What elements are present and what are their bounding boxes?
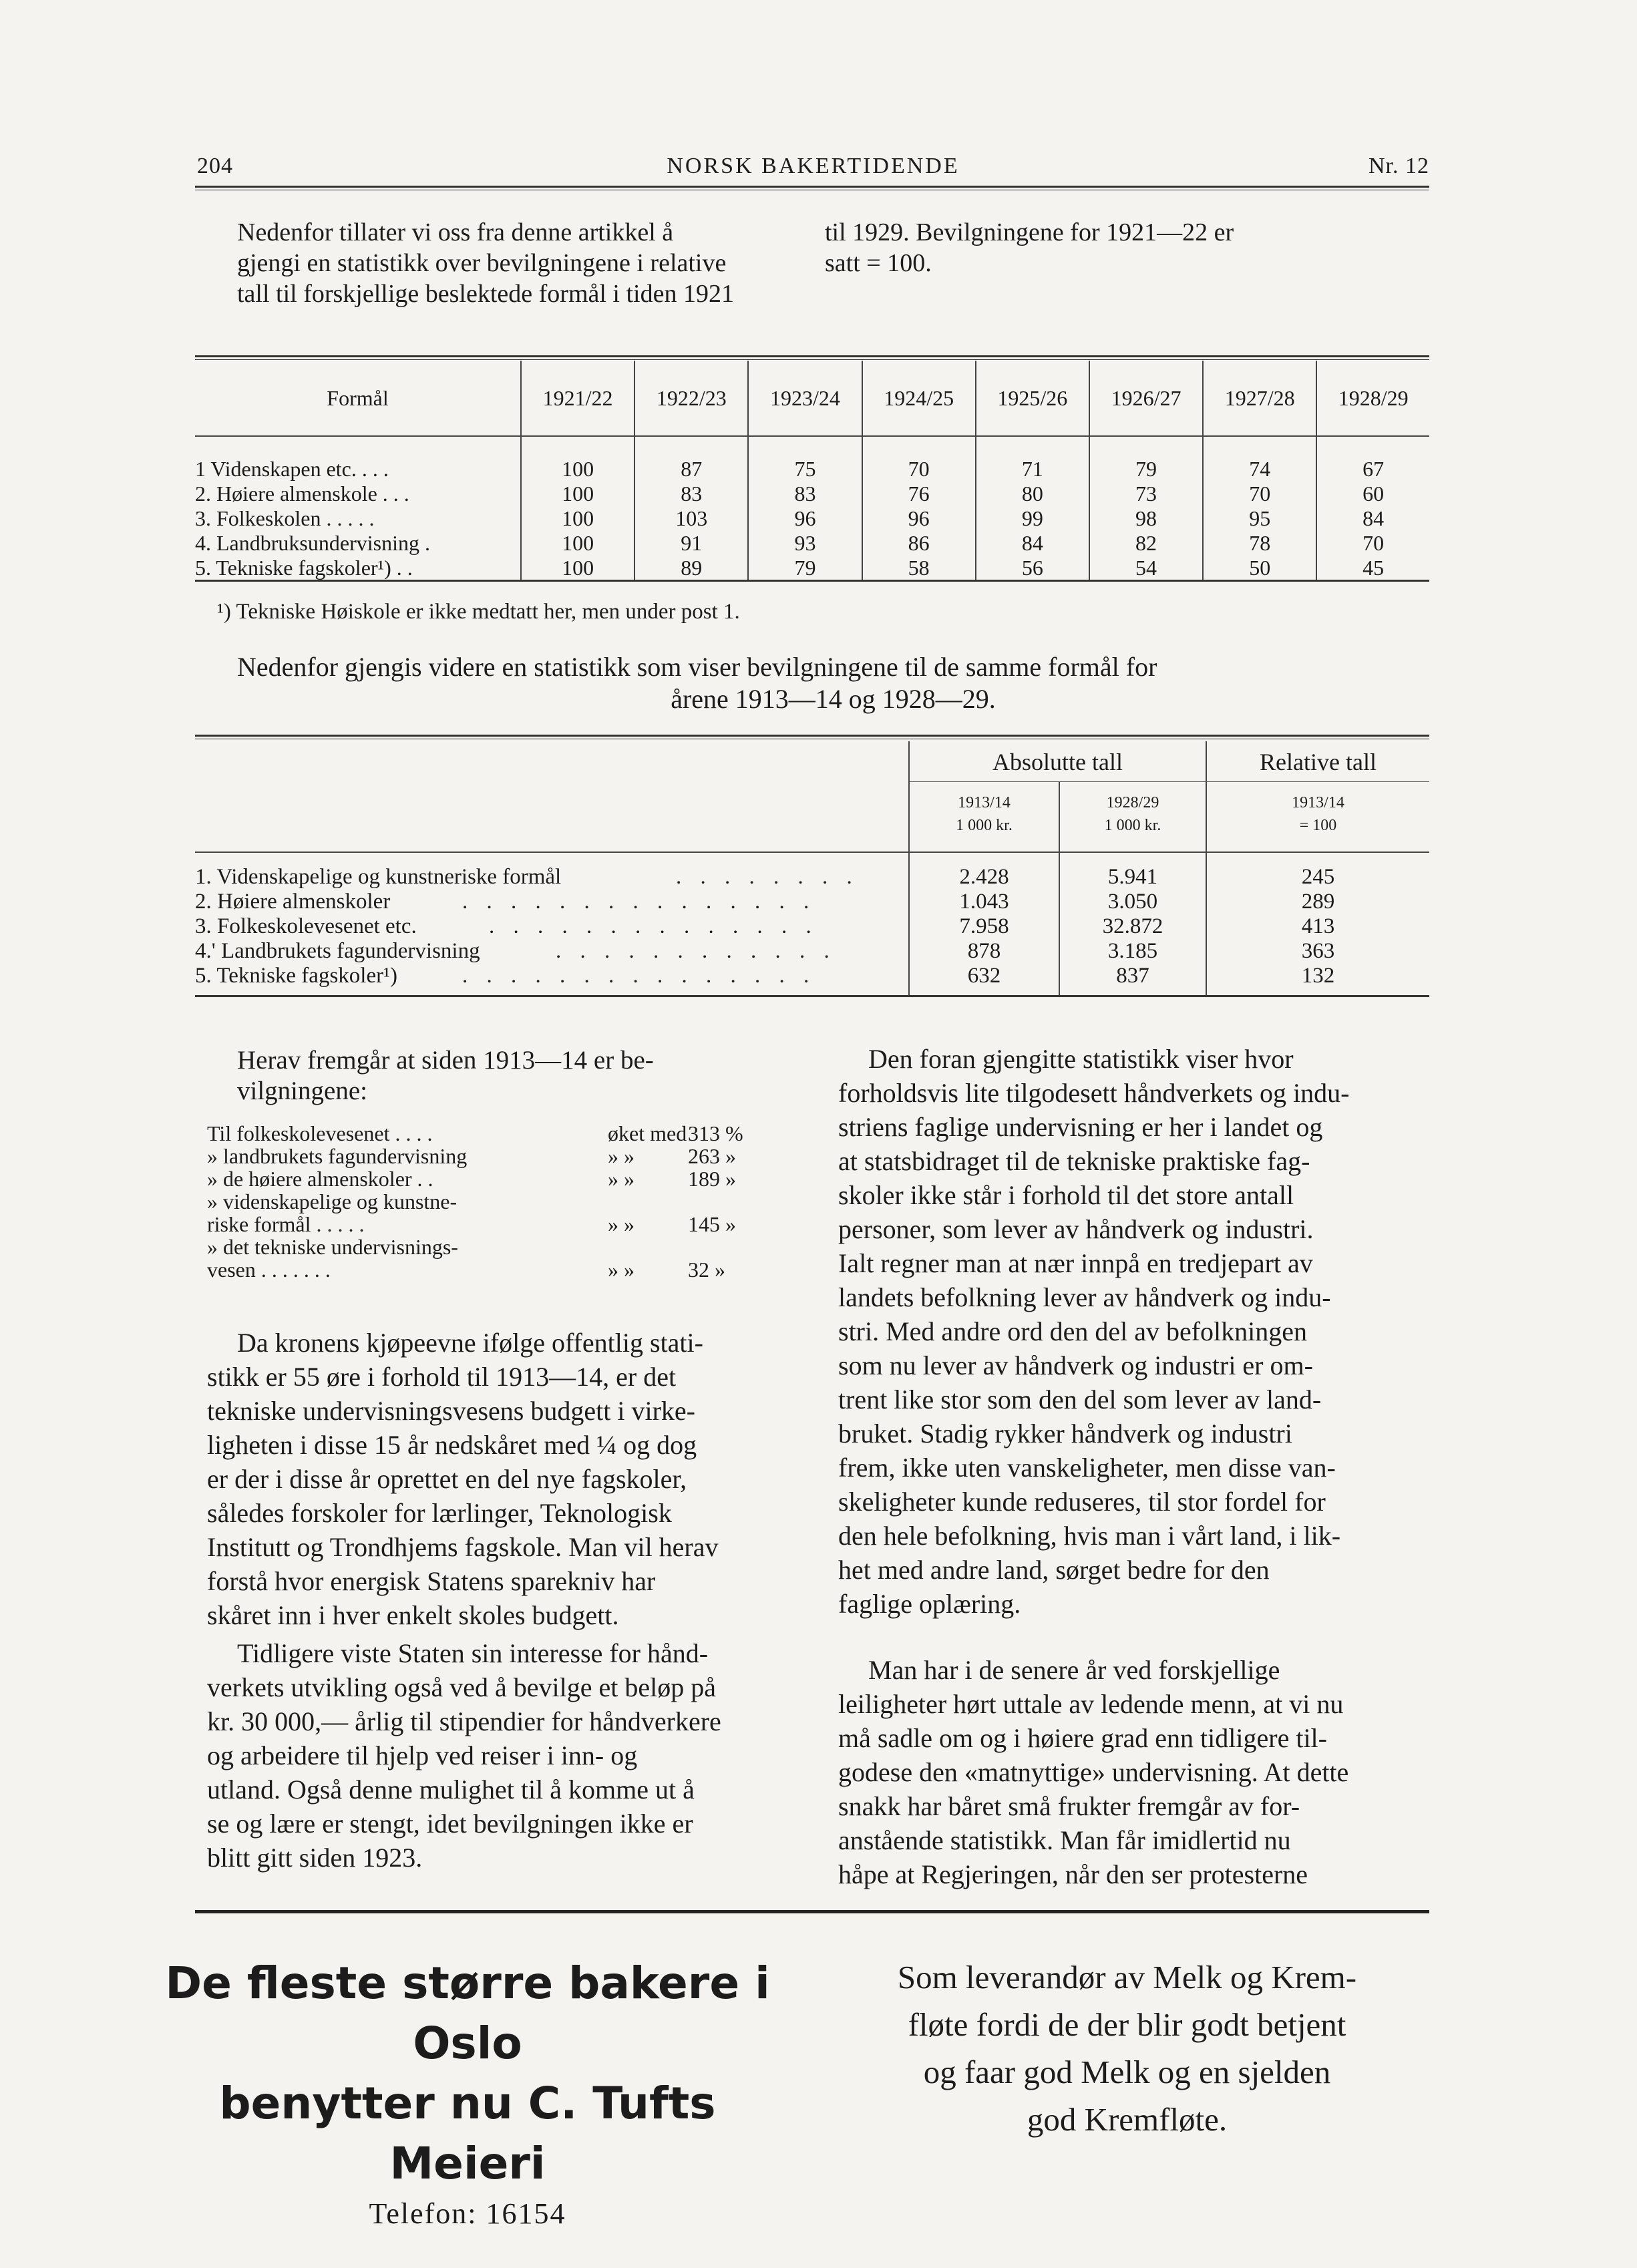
sub-header-unit: = 100	[1299, 817, 1337, 834]
list-value: 145 »	[688, 1212, 736, 1236]
cell: 96	[862, 506, 976, 531]
sub-header-year: 1913/14	[958, 794, 1011, 811]
text-line: skåret inn i hver enkelt skoles budgett.	[207, 1600, 619, 1630]
cell: 70	[1203, 482, 1316, 506]
ad-phone: Telefon: 16154	[369, 2197, 566, 2230]
cell: 103	[634, 506, 748, 531]
right-paragraph-2	[838, 1653, 1419, 1891]
cell: 413	[1301, 914, 1335, 938]
col-header-year: 1927/28	[1203, 361, 1316, 436]
sub-header-year: 1913/14	[1292, 794, 1344, 811]
text-line: kr. 30 000,— årlig til stipendier for håndverkere	[207, 1706, 721, 1736]
mid-line: årene 1913—14 og 1928—29.	[671, 684, 996, 714]
cell: 2.428	[959, 865, 1009, 889]
row-label: 1 Videnskapen etc. . . .	[195, 457, 389, 481]
cell: 878	[967, 939, 1001, 963]
text-line: snakk har båret små frukter fremgår av for-	[838, 1791, 1300, 1821]
sub-header-unit: 1 000 kr.	[956, 817, 1013, 834]
cell: 289	[1301, 890, 1335, 914]
table-row	[195, 436, 1429, 482]
cell: 45	[1316, 556, 1429, 580]
text-line: tekniske undervisningsvesens budgett i virke-	[207, 1396, 695, 1426]
text-line: trent like stor som den del som lever av land-	[838, 1384, 1322, 1414]
row-label: 5. Tekniske fagskoler¹) . .	[195, 556, 413, 580]
budget-index-table	[195, 361, 1429, 580]
cell: 132	[1301, 964, 1335, 988]
text-line: den hele befolkning, hvis man i vårt land, i lik-	[838, 1521, 1341, 1551]
left-paragraph-1	[237, 1045, 791, 1107]
text-line: vilgningene:	[237, 1077, 367, 1105]
cell: 79	[1089, 436, 1203, 482]
list-label: riske formål . . . . .	[207, 1212, 365, 1236]
issue-number: Nr. 12	[1369, 154, 1429, 178]
row-label: 2. Høiere almenskole . . .	[195, 482, 409, 506]
table-row	[195, 865, 1429, 890]
col-header-year: 1921/22	[521, 361, 634, 436]
cell: 58	[862, 556, 976, 580]
ads-top-rule	[195, 1910, 1429, 1913]
text-line: stikk er 55 øre i forhold til 1913—14, er det	[207, 1362, 677, 1392]
ad-text-line: og faar god Melk og en sjelden	[923, 2054, 1331, 2090]
cell: 245	[1301, 865, 1335, 889]
cell: 79	[748, 556, 862, 580]
sub-header	[910, 791, 1059, 837]
ad-headline: benytter nu C. Tufts Meieri	[219, 2078, 716, 2189]
cell: 73	[1089, 482, 1203, 506]
intro-left	[237, 217, 798, 309]
list-verb: » »	[608, 1212, 634, 1236]
cell: 82	[1089, 531, 1203, 556]
cell: 74	[1203, 436, 1316, 482]
sub-header	[1060, 791, 1206, 837]
list-verb: øket med	[608, 1121, 687, 1145]
cell: 70	[1316, 531, 1429, 556]
text-line: Ialt regner man at nær innpå en tredjepart av	[838, 1248, 1313, 1278]
page-header	[197, 154, 1429, 187]
list-label: » det tekniske undervisnings-	[207, 1235, 458, 1259]
text-line: forholdsvis lite tilgodesett håndverkets og indu-	[838, 1078, 1350, 1108]
cell: 7.958	[959, 914, 1009, 938]
row-label: 5. Tekniske fagskoler¹)	[195, 964, 397, 988]
col-header-year: 1922/23	[634, 361, 748, 436]
publication-title: NORSK BAKERTIDENDE	[667, 154, 960, 178]
cell: 632	[967, 964, 1001, 988]
cell: 5.941	[1107, 865, 1158, 889]
cell: 54	[1089, 556, 1203, 580]
cell: 84	[1316, 506, 1429, 531]
sub-header-year: 1928/29	[1106, 794, 1159, 811]
leader-dots: . . . . . . . . . . . . . . .	[462, 890, 816, 914]
col-header-year: 1926/27	[1089, 361, 1203, 436]
text-line: anstående statistikk. Man får imidlertid nu	[838, 1825, 1291, 1855]
table2-top-rule	[195, 735, 1429, 739]
left-paragraph-2	[207, 1326, 788, 1632]
text-line: er der i disse år oprettet en del nye fagskoler,	[207, 1464, 687, 1494]
list-verb: » »	[608, 1144, 634, 1168]
list-value: 32 »	[688, 1258, 725, 1282]
left-paragraph-3	[207, 1636, 788, 1875]
cell: 89	[634, 556, 748, 580]
intro-left-line: tall til forskjellige beslektede formål i tiden 1921	[237, 280, 734, 308]
ad-text-line: fløte fordi de der blir godt betjent	[908, 2006, 1346, 2043]
text-line: at statsbidraget til de tekniske praktiske fag-	[838, 1146, 1310, 1176]
list-verb: » »	[608, 1167, 634, 1191]
leader-dots: . . . . . . . . . . . . . . .	[462, 964, 816, 988]
cell: 98	[1089, 506, 1203, 531]
list-item	[207, 1145, 795, 1167]
cell: 100	[521, 506, 634, 531]
table-row	[195, 964, 1429, 988]
list-label: Til folkeskolevesenet . . . .	[207, 1121, 433, 1145]
cell: 837	[1116, 964, 1149, 988]
text-line: se og lære er stengt, idet bevilgningen ikke er	[207, 1809, 693, 1839]
list-label: » de høiere almenskoler . .	[207, 1167, 433, 1191]
intro-left-line: Nedenfor tillater vi oss fra denne artikkel å	[237, 218, 674, 246]
col-header-year: 1925/26	[976, 361, 1089, 436]
col-header-year: 1924/25	[862, 361, 976, 436]
cell: 84	[976, 531, 1089, 556]
cell: 80	[976, 482, 1089, 506]
comparison-table	[195, 865, 1429, 988]
text-line: godese den «matnyttige» undervisning. At dette	[838, 1757, 1349, 1787]
right-paragraph-1	[838, 1042, 1419, 1621]
ad-text-line: god Kremfløte.	[1027, 2101, 1228, 2138]
cell: 71	[976, 436, 1089, 482]
advertisement-tufts	[160, 1953, 775, 2234]
text-line: stri. Med andre ord den del av befolkningen	[838, 1316, 1308, 1346]
col-header-purpose: Formål	[327, 385, 389, 410]
list-label: » videnskapelige og kunstne-	[207, 1189, 458, 1213]
group-header-relative: Relative tall	[1260, 749, 1377, 775]
advertisement-cream	[825, 1953, 1429, 2143]
text-line: Tidligere viste Staten sin interesse for hånd-	[237, 1638, 709, 1668]
intro-right	[825, 217, 1429, 278]
table2-header-rule	[195, 852, 1429, 853]
table1-bottom-rule	[195, 580, 1429, 582]
table-row	[195, 482, 1429, 506]
sub-header	[1207, 791, 1429, 837]
cell: 100	[521, 482, 634, 506]
text-line: utland. Også denne mulighet til å komme ut å	[207, 1774, 695, 1805]
cell: 50	[1203, 556, 1316, 580]
mid-paragraph	[237, 651, 1429, 715]
row-label: 1. Videnskapelige og kunstneriske formål	[195, 865, 562, 889]
intro-right-line: satt = 100.	[825, 249, 932, 277]
table-row	[195, 939, 1429, 964]
cell: 3.185	[1107, 939, 1158, 963]
text-line: Herav fremgår at siden 1913—14 er be-	[237, 1046, 654, 1075]
list-item	[207, 1190, 795, 1213]
header-rule	[195, 186, 1429, 190]
cell: 93	[748, 531, 862, 556]
cell: 99	[976, 506, 1089, 531]
cell: 95	[1203, 506, 1316, 531]
intro-left-line: gjengi en statistikk over bevilgningene i relative	[237, 249, 727, 277]
page-number: 204	[197, 154, 233, 178]
cell: 96	[748, 506, 862, 531]
ad-headline: De fleste større bakere i Oslo	[165, 1957, 770, 2069]
cell: 87	[634, 436, 748, 482]
cell: 78	[1203, 531, 1316, 556]
cell: 76	[862, 482, 976, 506]
cell: 70	[862, 436, 976, 482]
leader-dots: . . . . . . . . . . . . . .	[489, 914, 818, 938]
text-line: bruket. Stadig rykker håndverk og industri	[838, 1419, 1292, 1449]
text-line: og arbeidere til hjelp ved reiser i inn- og	[207, 1740, 638, 1770]
text-line: het med andre land, sørget bedre for den	[838, 1555, 1270, 1585]
group-subrule	[910, 781, 1429, 782]
text-line: faglige oplæring.	[838, 1589, 1021, 1619]
text-line: som nu lever av håndverk og industri er om-	[838, 1350, 1313, 1380]
text-line: skeligheter kunde reduseres, til stor fordel for	[838, 1487, 1326, 1517]
list-value: 263 »	[688, 1144, 736, 1168]
table-row	[195, 556, 1429, 580]
text-line: skoler ikke står i forhold til det store antall	[838, 1180, 1294, 1210]
text-line: må sadle om og i høiere grad enn tidligere til-	[838, 1723, 1327, 1753]
table-row	[195, 914, 1429, 939]
table1-footnote: ¹) Tekniske Høiskole er ikke medtatt her, men under post 1.	[217, 600, 740, 624]
mid-line: Nedenfor gjengis videre en statistikk som viser bevilgningene til de samme formål for	[237, 652, 1157, 682]
cell: 60	[1316, 482, 1429, 506]
text-line: personer, som lever av håndverk og industri.	[838, 1214, 1314, 1244]
table1-top-rule	[195, 355, 1429, 360]
list-item	[207, 1258, 795, 1281]
table2-bottom-rule	[195, 995, 1429, 997]
cell: 363	[1301, 939, 1335, 963]
list-verb: » »	[608, 1258, 634, 1282]
list-item	[207, 1122, 795, 1145]
table-row	[195, 531, 1429, 556]
text-line: håpe at Regjeringen, når den ser protesterne	[838, 1859, 1308, 1889]
list-item	[207, 1236, 795, 1258]
cell: 3.050	[1107, 890, 1158, 914]
list-value: 313 %	[688, 1121, 743, 1145]
row-label: 4.' Landbrukets fagundervisning	[195, 939, 480, 963]
table-row	[195, 506, 1429, 531]
table-row	[195, 890, 1429, 914]
list-value: 189 »	[688, 1167, 736, 1191]
text-line: Institutt og Trondhjems fagskole. Man vil herav	[207, 1532, 719, 1562]
text-line: Den foran gjengitte statistikk viser hvor	[868, 1044, 1294, 1074]
col-header-year: 1923/24	[748, 361, 862, 436]
cell: 83	[634, 482, 748, 506]
text-line: leiligheter hørt uttale av ledende menn, at vi nu	[838, 1689, 1344, 1719]
row-label: 2. Høiere almenskoler	[195, 890, 391, 914]
text-line: ligheten i disse 15 år nedskåret med ¼ og dog	[207, 1430, 697, 1460]
cell: 86	[862, 531, 976, 556]
cell: 32.872	[1102, 914, 1163, 938]
cell: 67	[1316, 436, 1429, 482]
text-line: frem, ikke uten vanskeligheter, men disse van-	[838, 1453, 1336, 1483]
cell: 100	[521, 436, 634, 482]
sub-header-unit: 1 000 kr.	[1104, 817, 1161, 834]
row-label: 4. Landbruksundervisning .	[195, 531, 430, 555]
cell: 100	[521, 556, 634, 580]
group-header-absolute: Absolutte tall	[992, 749, 1123, 775]
cell: 100	[521, 531, 634, 556]
text-line: Man har i de senere år ved forskjellige	[868, 1655, 1280, 1685]
leader-dots: . . . . . . . . . . . .	[556, 939, 836, 963]
leader-dots: . . . . . . . .	[676, 865, 859, 889]
list-item	[207, 1213, 795, 1236]
cell: 56	[976, 556, 1089, 580]
intro-right-line: til 1929. Bevilgningene for 1921—22 er	[825, 218, 1234, 246]
ad-text-line: Som leverandør av Melk og Krem-	[897, 1959, 1357, 1996]
cell: 75	[748, 436, 862, 482]
increase-list	[207, 1122, 795, 1281]
text-line: forstå hvor energisk Statens sparekniv har	[207, 1566, 656, 1596]
list-item	[207, 1167, 795, 1190]
text-line: Da kronens kjøpeevne ifølge offentlig stati-	[237, 1328, 703, 1358]
col-header-year: 1928/29	[1316, 361, 1429, 436]
list-label: vesen . . . . . . .	[207, 1258, 331, 1282]
text-line: verkets utvikling også ved å bevilge et beløp på	[207, 1672, 717, 1702]
list-label: » landbrukets fagundervisning	[207, 1144, 468, 1168]
row-label: 3. Folkeskolevesenet etc.	[195, 914, 417, 938]
cell: 1.043	[959, 890, 1009, 914]
cell: 83	[748, 482, 862, 506]
text-line: striens faglige undervisning er her i landet og	[838, 1112, 1323, 1142]
text-line: landets befolkning lever av håndverk og indu-	[838, 1282, 1331, 1312]
text-line: blitt gitt siden 1923.	[207, 1843, 423, 1873]
text-line: således forskoler for lærlinger, Teknologisk	[207, 1498, 672, 1528]
row-label: 3. Folkeskolen . . . . .	[195, 506, 375, 530]
cell: 91	[634, 531, 748, 556]
